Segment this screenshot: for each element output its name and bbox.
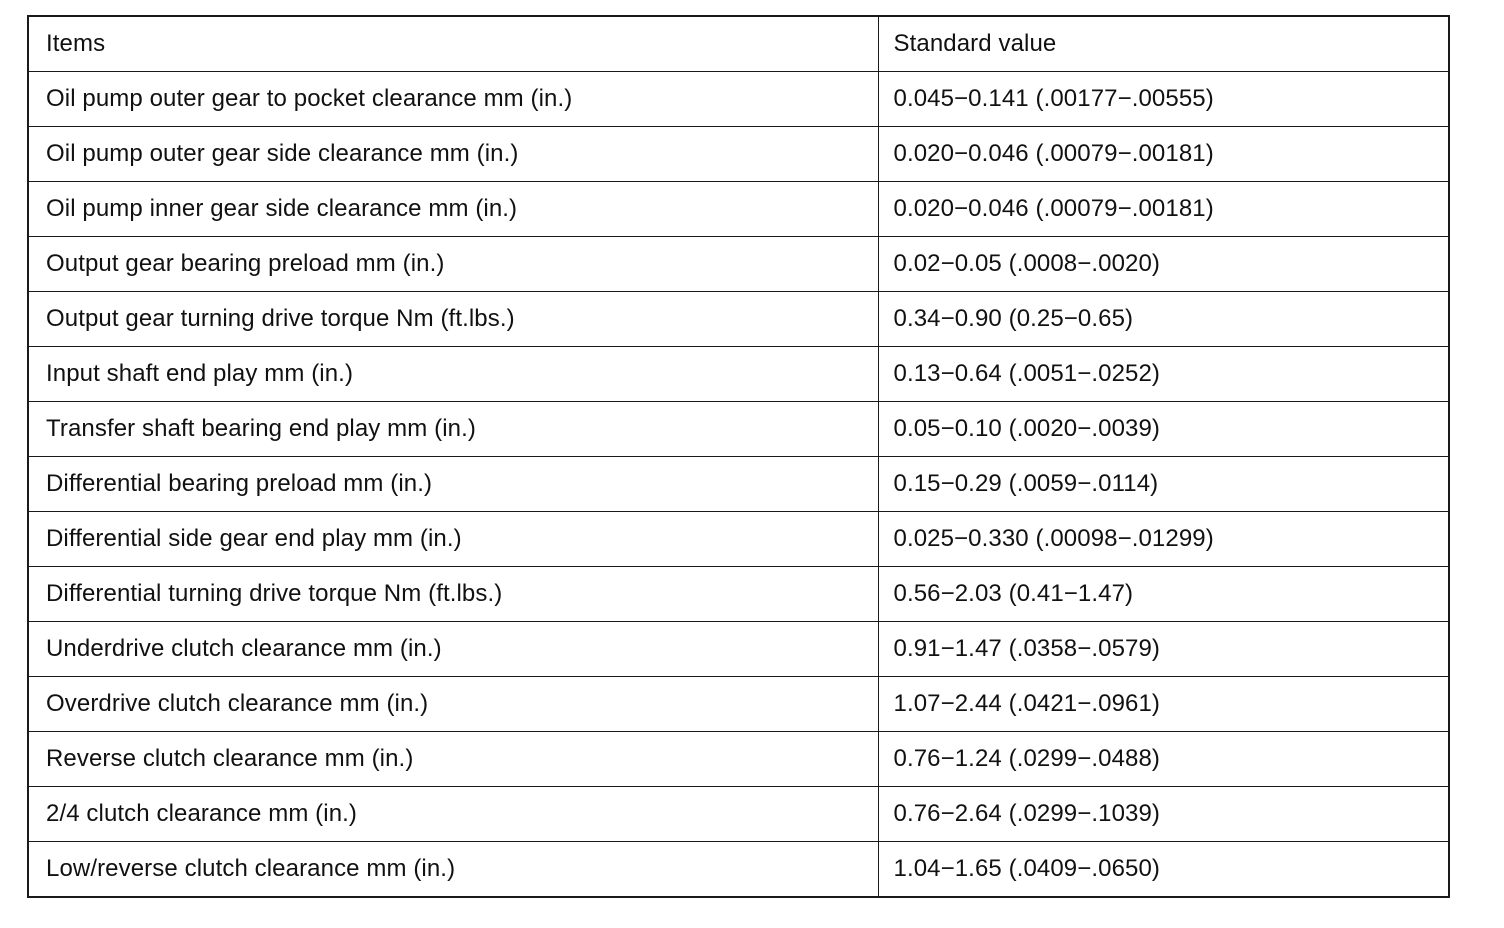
table-row <box>28 127 1449 182</box>
items-column-header: Items <box>28 16 878 72</box>
item-cell: Oil pump inner gear side clearance mm (in.) <box>28 182 878 237</box>
value-cell: 0.76−1.24 (.0299−.0488) <box>878 732 1449 787</box>
header-row <box>28 16 1449 72</box>
item-cell: Oil pump outer gear side clearance mm (in.) <box>28 127 878 182</box>
table-row <box>28 72 1449 127</box>
item-cell: Input shaft end play mm (in.) <box>28 347 878 402</box>
table-row <box>28 842 1449 898</box>
table-body <box>28 72 1449 898</box>
value-cell: 1.04−1.65 (.0409−.0650) <box>878 842 1449 898</box>
value-cell: 0.025−0.330 (.00098−.01299) <box>878 512 1449 567</box>
item-cell: Low/reverse clutch clearance mm (in.) <box>28 842 878 898</box>
value-cell: 1.07−2.44 (.0421−.0961) <box>878 677 1449 732</box>
specifications-table <box>27 15 1450 898</box>
table-row <box>28 402 1449 457</box>
value-cell: 0.045−0.141 (.00177−.00555) <box>878 72 1449 127</box>
item-cell: Underdrive clutch clearance mm (in.) <box>28 622 878 677</box>
item-cell: Output gear turning drive torque Nm (ft.lbs.) <box>28 292 878 347</box>
table-row <box>28 512 1449 567</box>
standard-value-column-header: Standard value <box>878 16 1449 72</box>
table-row <box>28 237 1449 292</box>
table-row <box>28 622 1449 677</box>
value-cell: 0.02−0.05 (.0008−.0020) <box>878 237 1449 292</box>
table-row <box>28 457 1449 512</box>
value-cell: 0.020−0.046 (.00079−.00181) <box>878 182 1449 237</box>
value-cell: 0.020−0.046 (.00079−.00181) <box>878 127 1449 182</box>
item-cell: Reverse clutch clearance mm (in.) <box>28 732 878 787</box>
table-row <box>28 182 1449 237</box>
value-cell: 0.76−2.64 (.0299−.1039) <box>878 787 1449 842</box>
item-cell: Oil pump outer gear to pocket clearance mm (in.) <box>28 72 878 127</box>
value-cell: 0.05−0.10 (.0020−.0039) <box>878 402 1449 457</box>
value-cell: 0.34−0.90 (0.25−0.65) <box>878 292 1449 347</box>
value-cell: 0.91−1.47 (.0358−.0579) <box>878 622 1449 677</box>
table-row <box>28 677 1449 732</box>
item-cell: Differential bearing preload mm (in.) <box>28 457 878 512</box>
table-header <box>28 16 1449 72</box>
value-cell: 0.13−0.64 (.0051−.0252) <box>878 347 1449 402</box>
item-cell: Differential turning drive torque Nm (ft.lbs.) <box>28 567 878 622</box>
item-cell: Overdrive clutch clearance mm (in.) <box>28 677 878 732</box>
table-row <box>28 347 1449 402</box>
value-cell: 0.56−2.03 (0.41−1.47) <box>878 567 1449 622</box>
table-row <box>28 567 1449 622</box>
item-cell: 2/4 clutch clearance mm (in.) <box>28 787 878 842</box>
item-cell: Transfer shaft bearing end play mm (in.) <box>28 402 878 457</box>
table-row <box>28 292 1449 347</box>
item-cell: Differential side gear end play mm (in.) <box>28 512 878 567</box>
table-row <box>28 787 1449 842</box>
table-row <box>28 732 1449 787</box>
item-cell: Output gear bearing preload mm (in.) <box>28 237 878 292</box>
value-cell: 0.15−0.29 (.0059−.0114) <box>878 457 1449 512</box>
